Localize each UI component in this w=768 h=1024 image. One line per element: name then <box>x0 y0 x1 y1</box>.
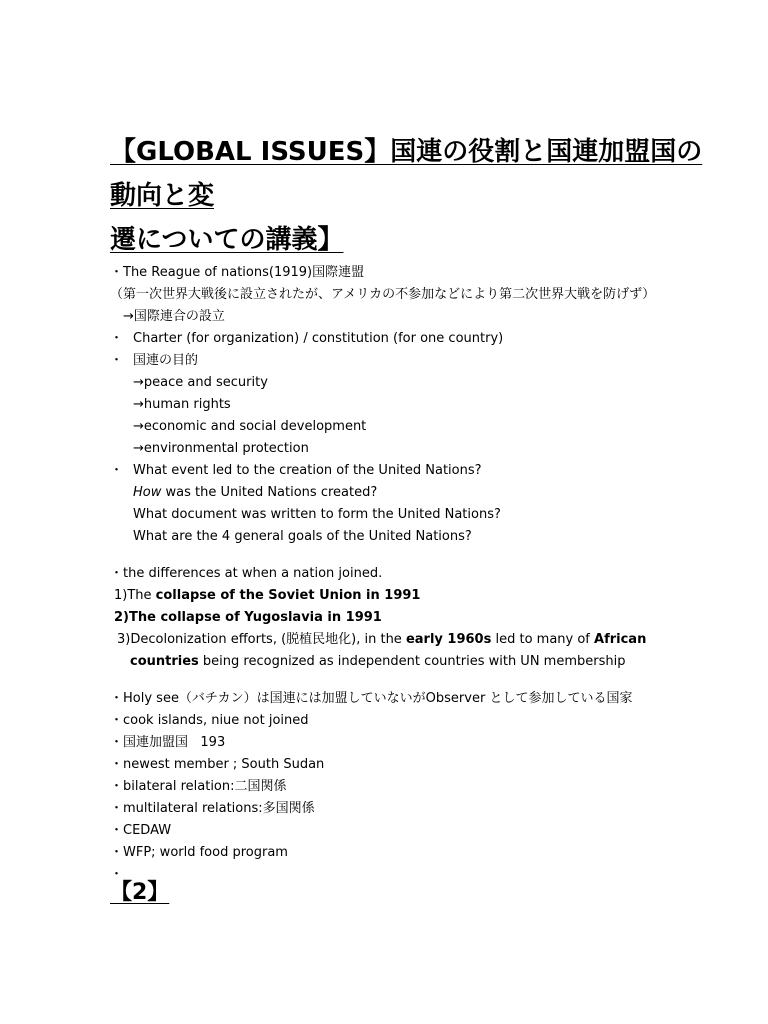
reason-1-prefix: 1)The <box>114 588 156 603</box>
note-empty-bullet: ・ <box>110 867 124 882</box>
note-cook-islands: ・cook islands, niue not joined <box>110 713 309 728</box>
note-newest-member: ・newest member ; South Sudan <box>110 757 325 772</box>
bullet: ・ <box>110 463 124 478</box>
note-league-of-nations: ・The Reague of nations(1919)国際連盟 <box>110 265 365 280</box>
reason-3 <box>110 629 710 651</box>
reason-3-rest: being recognized as independent countries with UN membership <box>198 654 626 669</box>
reason-3-bold-african: African <box>594 632 647 647</box>
reason-3-bold-years: early 1960s <box>405 632 492 647</box>
note-un-purpose-text: 国連の目的 <box>133 353 199 368</box>
section-2-heading <box>110 878 169 908</box>
reason-2 <box>110 607 710 629</box>
title-line-1: 【GLOBAL ISSUES】国連の役割と国連加盟国の動向と変 <box>110 137 703 211</box>
note-join-differences: ・the differences at when a nation joined. <box>110 566 383 581</box>
notes-body <box>110 262 710 886</box>
goal-peace: →peace and security <box>133 375 268 390</box>
note-un-purpose <box>110 350 710 372</box>
reason-3-bold-countries: countries <box>130 654 199 669</box>
reason-3-middle: led to many of <box>491 632 595 647</box>
spacer <box>110 548 710 563</box>
reason-3-continued <box>110 651 710 673</box>
note-member-count: ・国連加盟国 193 <box>110 735 226 750</box>
title-line-2: 遷についての講義】 <box>110 225 344 255</box>
question-2-emphasis: How <box>133 485 162 500</box>
document-title <box>110 130 710 262</box>
reason-2-bold: 2)The collapse of Yugoslavia in 1991 <box>114 610 382 625</box>
question-3: What document was written to form the United Nations? <box>133 507 501 522</box>
note-league-failure: （第一次世界大戦後に設立されたが、アメリカの不参加などにより第二次世界大戦を防げず） <box>110 287 656 302</box>
note-un-founding: →国際連合の設立 <box>123 309 225 324</box>
goal-environment: →environmental protection <box>133 441 309 456</box>
note-charter-text: Charter (for organization) / constitution (for one country) <box>133 331 504 346</box>
document-page <box>110 130 710 886</box>
spacer <box>110 673 710 688</box>
bullet: ・ <box>110 353 124 368</box>
section-2-label: 【2】 <box>110 880 170 905</box>
note-holy-see: ・Holy see（バチカン）は国連には加盟していないがObserver として参加している国家 <box>110 691 633 706</box>
question-2-text: was the United Nations created? <box>161 485 378 500</box>
question-1 <box>110 460 710 482</box>
reason-3-prefix: 3)Decolonization efforts, (脱植民地化), in the <box>117 632 406 647</box>
reason-1-bold: collapse of the Soviet Union in 1991 <box>155 588 421 603</box>
bullet: ・ <box>110 331 124 346</box>
goal-development: →economic and social development <box>133 419 367 434</box>
note-bilateral: ・bilateral relation:二国関係 <box>110 779 287 794</box>
note-cedaw: ・CEDAW <box>110 823 172 838</box>
question-4: What are the 4 general goals of the United Nations? <box>133 529 472 544</box>
question-2 <box>110 482 710 504</box>
note-wfp: ・WFP; world food program <box>110 845 288 860</box>
reason-1 <box>110 585 710 607</box>
note-charter <box>110 328 710 350</box>
note-multilateral: ・multilateral relations:多国関係 <box>110 801 315 816</box>
goal-human-rights: →human rights <box>133 397 231 412</box>
question-1-text: What event led to the creation of the United Nations? <box>133 463 482 478</box>
